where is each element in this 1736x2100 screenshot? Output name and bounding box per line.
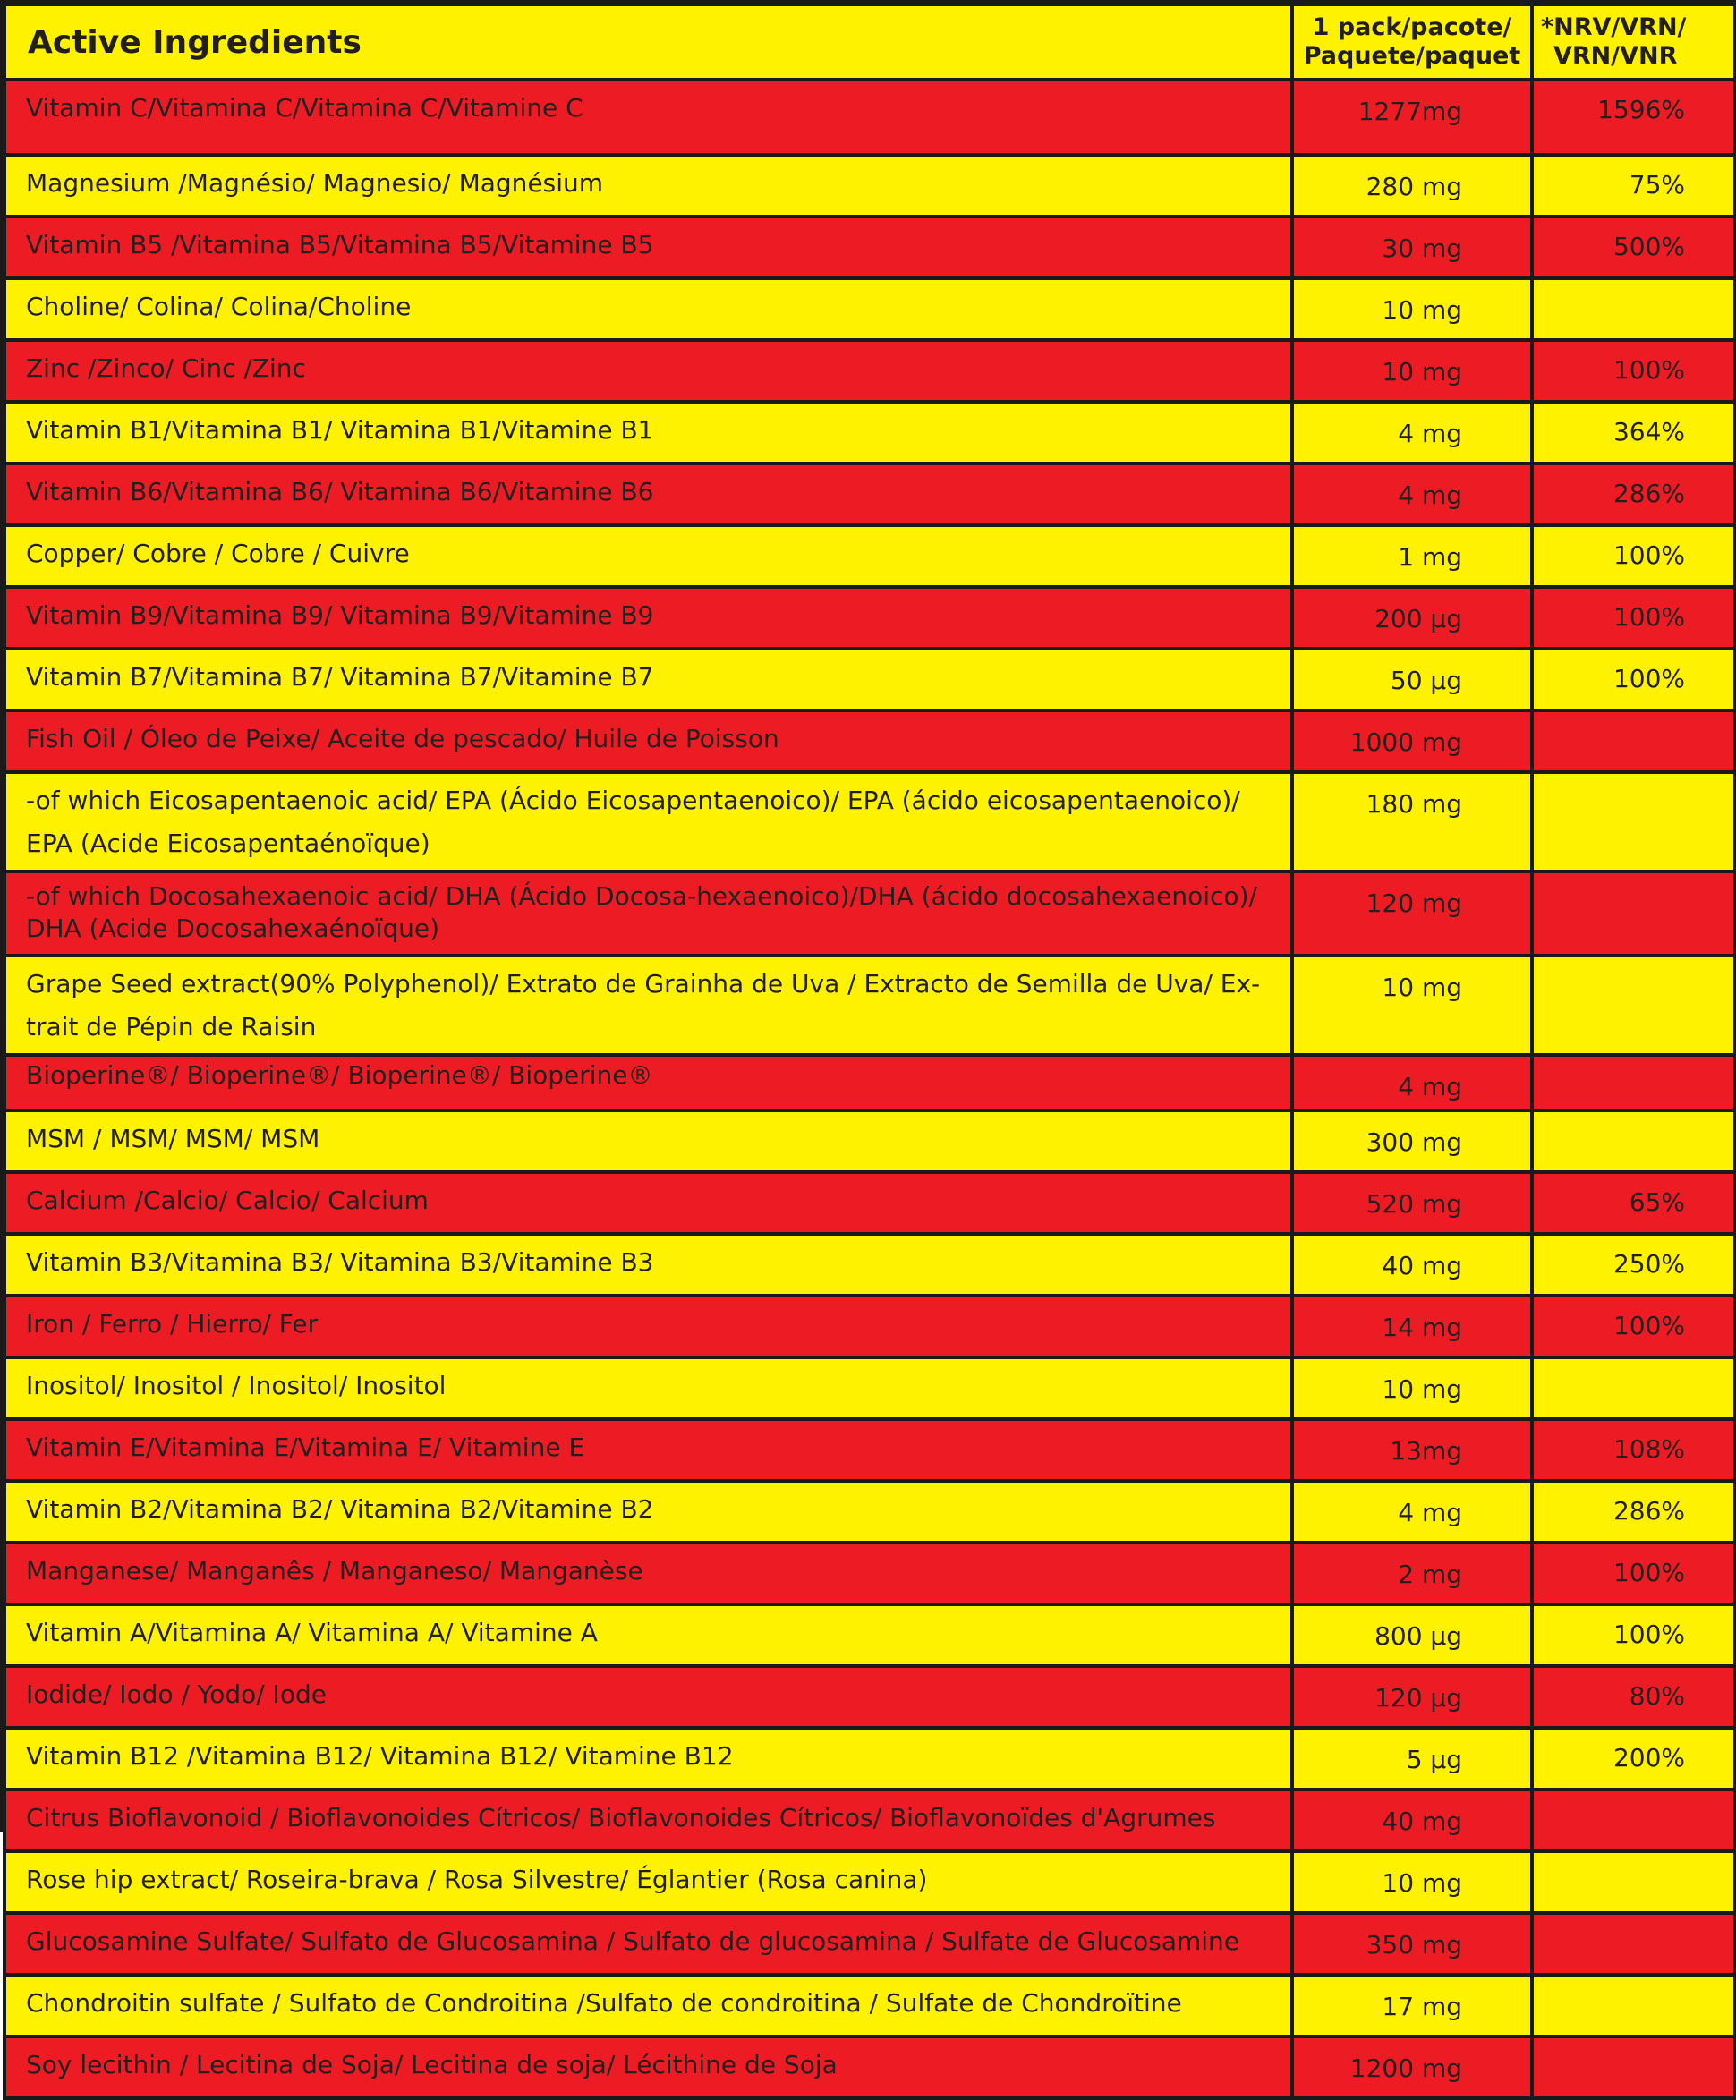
ingredient-name-cell: Zinc /Zinco/ Cinc /Zinc <box>4 340 1292 402</box>
ingredient-name-cell: Glucosamine Sulfate/ Sulfato de Glucosamina / Sulfato de glucosamina / Sulfate de Glucosamine <box>4 1913 1292 1975</box>
ingredient-name-cell: Soy lecithin / Lecitina de Soja/ Lecitina de soja/ Lécithine de Soja <box>4 2036 1292 2098</box>
table-row <box>4 1055 1735 1110</box>
amount-per-pack-cell: 4 mg <box>1292 463 1532 525</box>
nrv-percent-cell <box>1532 1055 1735 1110</box>
nrv-percent-cell: 80% <box>1532 1666 1735 1728</box>
ingredient-name-cell: Choline/ Colina/ Colina/Choline <box>4 278 1292 340</box>
amount-per-pack-cell: 10 mg <box>1292 340 1532 402</box>
ingredient-name-cell: Citrus Bioflavonoid / Bioflavonoides Cítricos/ Bioflavonoides Cítricos/ Bioflavonoïdes d'Agrumes <box>4 1790 1292 1851</box>
table-row <box>4 1296 1735 1357</box>
table-row <box>4 2036 1735 2098</box>
amount-per-pack-cell: 1277mg <box>1292 80 1532 155</box>
nrv-percent-cell <box>1532 1975 1735 2036</box>
amount-per-pack-cell: 4 mg <box>1292 402 1532 463</box>
table-row <box>4 155 1735 217</box>
nrv-percent-cell: 100% <box>1532 340 1735 402</box>
header-amount-line1: 1 pack/pacote/ <box>1312 13 1512 41</box>
nrv-percent-cell: 286% <box>1532 1481 1735 1543</box>
amount-per-pack-cell: 280 mg <box>1292 155 1532 217</box>
amount-per-pack-cell: 1000 mg <box>1292 710 1532 772</box>
nrv-percent-cell: 75% <box>1532 155 1735 217</box>
nrv-percent-cell <box>1532 956 1735 1055</box>
table-row <box>4 1851 1735 1913</box>
amount-per-pack-cell: 800 µg <box>1292 1604 1532 1666</box>
table-row <box>4 1481 1735 1543</box>
ingredient-name-cell: Vitamin B12 /Vitamina B12/ Vitamina B12/ Vitamine B12 <box>4 1728 1292 1790</box>
nrv-percent-cell <box>1532 2036 1735 2098</box>
amount-per-pack-cell: 14 mg <box>1292 1296 1532 1357</box>
nrv-percent-cell <box>1532 278 1735 340</box>
table-row <box>4 871 1735 956</box>
table-row <box>4 278 1735 340</box>
table-row <box>4 1790 1735 1851</box>
table-row <box>4 402 1735 463</box>
table-row <box>4 1543 1735 1604</box>
ingredient-name-cell: Grape Seed extract(90% Polyphenol)/ Extrato de Grainha de Uva / Extracto de Semilla de Uva/ Ex-trait de Pépin de Raisin <box>4 956 1292 1055</box>
ingredient-name-cell: Vitamin B5 /Vitamina B5/Vitamina B5/Vitamine B5 <box>4 217 1292 278</box>
amount-per-pack-cell: 4 mg <box>1292 1055 1532 1110</box>
header-nrv-line2: VRN/VNR <box>1553 42 1678 70</box>
nrv-percent-cell <box>1532 1913 1735 1975</box>
ingredient-name-cell: Rose hip extract/ Roseira-brava / Rosa Silvestre/ Églantier (Rosa canina) <box>4 1851 1292 1913</box>
nrv-percent-cell: 286% <box>1532 463 1735 525</box>
table-row <box>4 1110 1735 1172</box>
header-ingredients-label: Active Ingredients <box>28 23 362 61</box>
ingredient-name-cell: Copper/ Cobre / Cobre / Cuivre <box>4 525 1292 587</box>
ingredient-name-cell: Fish Oil / Óleo de Peixe/ Aceite de pescado/ Huile de Poisson <box>4 710 1292 772</box>
nrv-percent-cell: 1596% <box>1532 80 1735 155</box>
active-ingredients-table <box>3 3 1736 2100</box>
amount-per-pack-cell: 50 µg <box>1292 649 1532 710</box>
amount-per-pack-cell: 40 mg <box>1292 1234 1532 1296</box>
header-nrv-line1: *NRV/VRN/ <box>1541 13 1687 41</box>
ingredient-name-cell: Chondroitin sulfate / Sulfato de Condroitina /Sulfato de condroitina / Sulfate de Chondroïtine <box>4 1975 1292 2036</box>
table-row <box>4 772 1735 871</box>
nrv-percent-cell <box>1532 710 1735 772</box>
ingredient-name-cell: Inositol/ Inositol / Inositol/ Inositol <box>4 1357 1292 1419</box>
ingredient-name-cell: Vitamin B3/Vitamina B3/ Vitamina B3/Vitamine B3 <box>4 1234 1292 1296</box>
ingredient-name-cell: Vitamin B1/Vitamina B1/ Vitamina B1/Vitamine B1 <box>4 402 1292 463</box>
amount-per-pack-cell: 120 mg <box>1292 871 1532 956</box>
nrv-percent-cell: 200% <box>1532 1728 1735 1790</box>
ingredient-name-cell: Vitamin A/Vitamina A/ Vitamina A/ Vitamine A <box>4 1604 1292 1666</box>
ingredient-name-cell: MSM / MSM/ MSM/ MSM <box>4 1110 1292 1172</box>
amount-per-pack-cell: 10 mg <box>1292 278 1532 340</box>
header-amount <box>1292 4 1532 80</box>
ingredient-name-cell: Vitamin B2/Vitamina B2/ Vitamina B2/Vitamine B2 <box>4 1481 1292 1543</box>
table-row <box>4 649 1735 710</box>
ingredient-name-cell: -of which Docosahexaenoic acid/ DHA (Ácido Docosa-hexaenoico)/DHA (ácido docosahexaenoico)/ DHA (Acide Docosahexaénoïque) <box>4 871 1292 956</box>
ingredient-name-cell: Bioperine®/ Bioperine®/ Bioperine®/ Bioperine® <box>4 1055 1292 1110</box>
nrv-percent-cell: 100% <box>1532 1296 1735 1357</box>
amount-per-pack-cell: 200 µg <box>1292 587 1532 649</box>
table-row <box>4 1419 1735 1481</box>
amount-per-pack-cell: 350 mg <box>1292 1913 1532 1975</box>
amount-per-pack-cell: 30 mg <box>1292 217 1532 278</box>
ingredient-name-cell: -of which Eicosapentaenoic acid/ EPA (Ácido Eicosapentaenoico)/ EPA (ácido eicosapentaenoico)/ EPA (Acide Eicosapentaénoïque) <box>4 772 1292 871</box>
nrv-percent-cell <box>1532 772 1735 871</box>
nrv-percent-cell: 100% <box>1532 1543 1735 1604</box>
table-row <box>4 340 1735 402</box>
table-row <box>4 1728 1735 1790</box>
nrv-percent-cell <box>1532 871 1735 956</box>
table-row <box>4 1357 1735 1419</box>
nrv-percent-cell <box>1532 1790 1735 1851</box>
ingredient-name-cell: Vitamin B6/Vitamina B6/ Vitamina B6/Vitamine B6 <box>4 463 1292 525</box>
ingredient-name-cell: Iron / Ferro / Hierro/ Fer <box>4 1296 1292 1357</box>
amount-per-pack-cell: 13mg <box>1292 1419 1532 1481</box>
amount-per-pack-cell: 2 mg <box>1292 1543 1532 1604</box>
table-row <box>4 1975 1735 2036</box>
nrv-percent-cell: 65% <box>1532 1172 1735 1234</box>
table-row <box>4 956 1735 1055</box>
ingredient-name-cell: Iodide/ Iodo / Yodo/ Iode <box>4 1666 1292 1728</box>
amount-per-pack-cell: 10 mg <box>1292 1357 1532 1419</box>
header-ingredients <box>4 4 1292 80</box>
nrv-percent-cell <box>1532 1357 1735 1419</box>
nrv-percent-cell: 100% <box>1532 587 1735 649</box>
nrv-percent-cell: 500% <box>1532 217 1735 278</box>
amount-per-pack-cell: 5 µg <box>1292 1728 1532 1790</box>
table-row <box>4 1666 1735 1728</box>
nrv-percent-cell: 364% <box>1532 402 1735 463</box>
table-row <box>4 587 1735 649</box>
header-row <box>4 4 1735 80</box>
nrv-percent-cell: 108% <box>1532 1419 1735 1481</box>
amount-per-pack-cell: 40 mg <box>1292 1790 1532 1851</box>
amount-per-pack-cell: 520 mg <box>1292 1172 1532 1234</box>
amount-per-pack-cell: 1 mg <box>1292 525 1532 587</box>
ingredient-name-cell: Vitamin C/Vitamina C/Vitamina C/Vitamine C <box>4 80 1292 155</box>
nrv-percent-cell: 100% <box>1532 525 1735 587</box>
amount-per-pack-cell: 1200 mg <box>1292 2036 1532 2098</box>
amount-per-pack-cell: 10 mg <box>1292 956 1532 1055</box>
table-row <box>4 1234 1735 1296</box>
amount-per-pack-cell: 4 mg <box>1292 1481 1532 1543</box>
amount-per-pack-cell: 17 mg <box>1292 1975 1532 2036</box>
table-row <box>4 525 1735 587</box>
header-amount-line2: Paquete/paquet <box>1303 42 1521 70</box>
nrv-percent-cell: 100% <box>1532 1604 1735 1666</box>
table-row <box>4 1913 1735 1975</box>
ingredient-name-cell: Magnesium /Magnésio/ Magnesio/ Magnésium <box>4 155 1292 217</box>
amount-per-pack-cell: 180 mg <box>1292 772 1532 871</box>
nrv-percent-cell <box>1532 1851 1735 1913</box>
nrv-percent-cell: 100% <box>1532 649 1735 710</box>
header-nrv <box>1532 4 1735 80</box>
nrv-percent-cell: 250% <box>1532 1234 1735 1296</box>
ingredient-name-cell: Vitamin B9/Vitamina B9/ Vitamina B9/Vitamine B9 <box>4 587 1292 649</box>
amount-per-pack-cell: 10 mg <box>1292 1851 1532 1913</box>
amount-per-pack-cell: 300 mg <box>1292 1110 1532 1172</box>
ingredient-name-cell: Manganese/ Manganês / Manganeso/ Manganèse <box>4 1543 1292 1604</box>
amount-per-pack-cell: 120 µg <box>1292 1666 1532 1728</box>
table-row <box>4 1604 1735 1666</box>
table-row <box>4 80 1735 155</box>
ingredient-name-cell: Vitamin E/Vitamina E/Vitamina E/ Vitamine E <box>4 1419 1292 1481</box>
table-row <box>4 217 1735 278</box>
ingredient-name-cell: Calcium /Calcio/ Calcio/ Calcium <box>4 1172 1292 1234</box>
table-row <box>4 710 1735 772</box>
table-row <box>4 463 1735 525</box>
table-row <box>4 1172 1735 1234</box>
nrv-percent-cell <box>1532 1110 1735 1172</box>
ingredient-name-cell: Vitamin B7/Vitamina B7/ Vitamina B7/Vitamine B7 <box>4 649 1292 710</box>
